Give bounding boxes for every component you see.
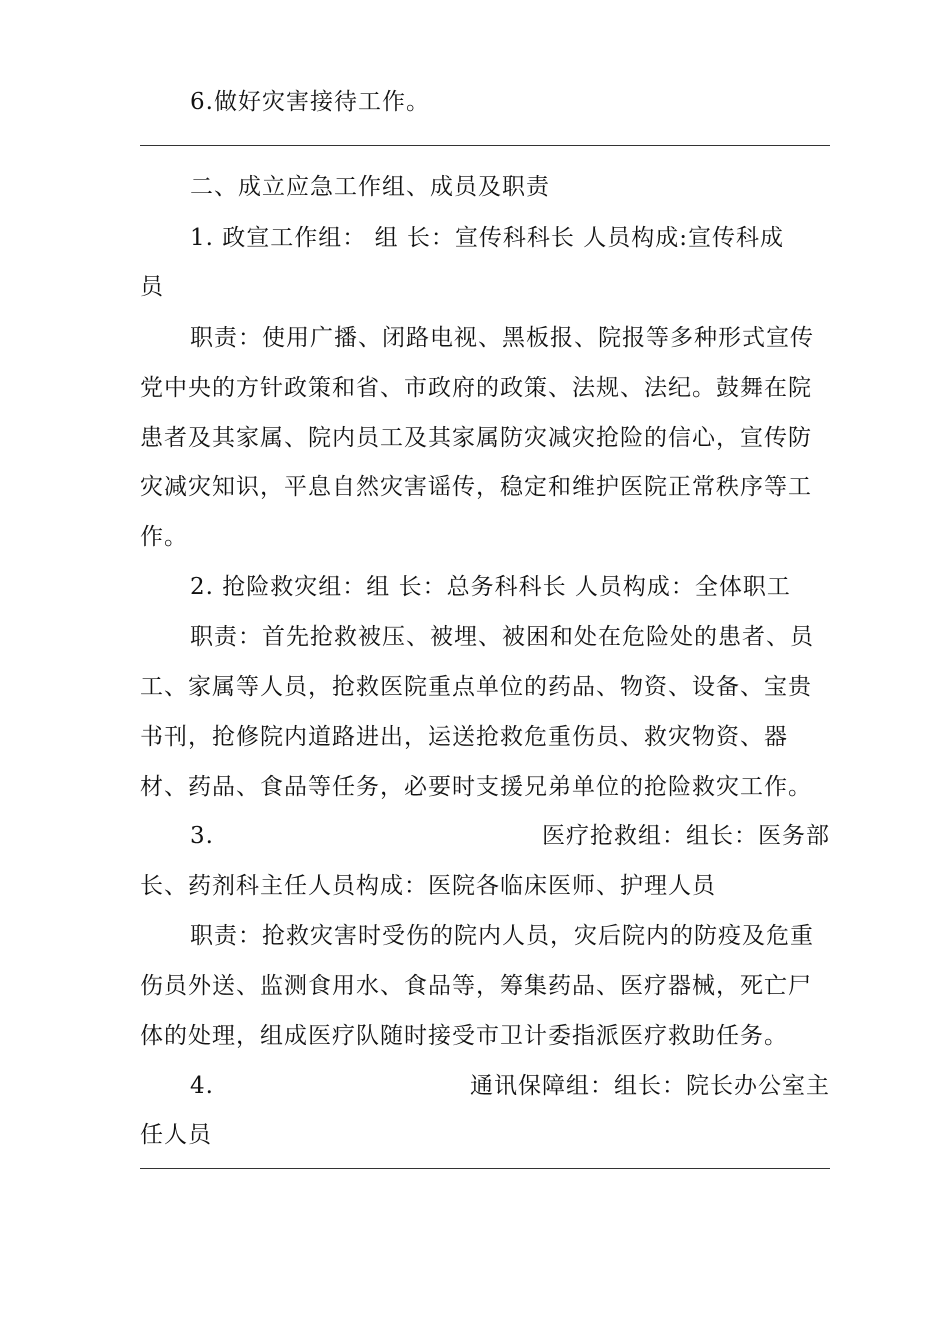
group3-duty-line: 职责：抢救灾害时受伤的院内人员，灾后院内的防疫及危重: [190, 923, 814, 949]
group3-title: [190, 821, 830, 851]
group1-duty-line: 职责：使用广播、闭路电视、黑板报、院报等多种形式宣传: [190, 325, 814, 351]
group1-duty-line: 党中央的方针政策和省、市政府的政策、法规、法纪。鼓舞在院: [140, 375, 812, 401]
group3-duty-line: 体的处理，组成医疗队随时接受市卫计委指派医疗救助任务。: [140, 1023, 788, 1049]
group4-number: 4.: [190, 1073, 214, 1099]
group4-title: [190, 1071, 830, 1101]
group1-duty-line: 灾减灾知识，平息自然灾害谣传，稳定和维护医院正常秩序等工: [140, 474, 812, 500]
group1-title-cont: 员: [140, 274, 164, 300]
group2-duty-line: 工、家属等人员，抢救医院重点单位的药品、物资、设备、宝贵: [140, 674, 812, 700]
group3-number: 3.: [190, 823, 214, 849]
group4-title-cont: 任人员: [140, 1122, 212, 1148]
group1-duty-line: 患者及其家属、院内员工及其家属防灾减灾抢险的信心，宣传防: [140, 425, 812, 451]
group2-duty-line: 书刊，抢修院内道路进出，运送抢救危重伤员、救灾物资、器: [140, 724, 788, 750]
group3-title-cont: 长、药剂科主任人员构成：医院各临床医师、护理人员: [140, 873, 716, 899]
section-heading: 二、成立应急工作组、成员及职责: [190, 174, 550, 200]
group4-title-text: 通讯保障组：组长：院长办公室主: [470, 1073, 830, 1099]
group1-duty-line: 作。: [140, 524, 188, 550]
page-divider-bottom: [140, 1168, 830, 1169]
group2-duty-line: 职责：首先抢救被压、被埋、被困和处在危险处的患者、员: [190, 624, 814, 650]
group1-title: 1. 政宣工作组： 组 长：宣传科科长 人员构成:宣传科成: [190, 225, 784, 251]
group2-title: 2. 抢险救灾组：组 长：总务科科长 人员构成：全体职工: [190, 574, 791, 600]
page-divider-top: [140, 145, 830, 146]
group2-duty-line: 材、药品、食品等任务，必要时支援兄弟单位的抢险救灾工作。: [140, 774, 812, 800]
group3-duty-line: 伤员外送、监测食用水、食品等，筹集药品、医疗器械，死亡尸: [140, 973, 812, 999]
group3-title-text: 医疗抢救组：组长：医务部: [542, 823, 830, 849]
item-6-text: 6.做好灾害接待工作。: [190, 89, 430, 115]
